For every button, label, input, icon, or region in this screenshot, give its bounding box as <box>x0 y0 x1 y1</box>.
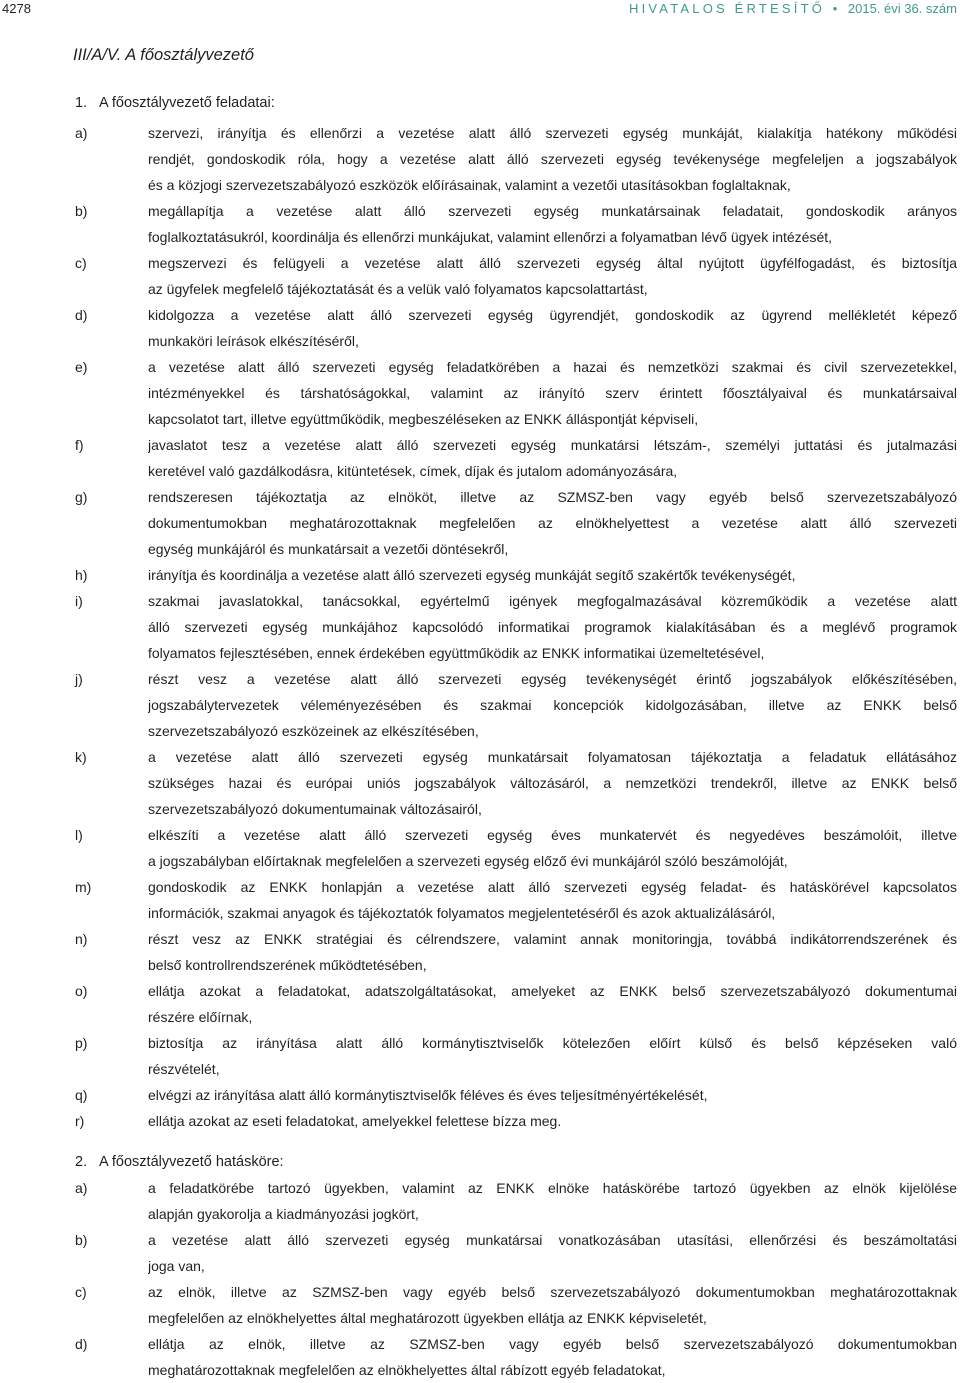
item-text <box>148 1082 957 1108</box>
item-text <box>148 302 957 354</box>
item-text <box>148 926 957 978</box>
text-line: a vezetése alatt álló szervezeti egység munkatársai vonatkozásában utasítási, ellenőrzési és beszámoltatási <box>148 1232 957 1248</box>
text-line: megszervezi és felügyeli a vezetése alatt álló szervezeti egység által nyújtott ügyfélfogadást, és biztosítja <box>148 255 957 271</box>
item-label: k) <box>75 749 87 765</box>
text-line: jogszabálytervezetek véleményezésében és szakmai koncepciók kidolgozásában, illetve az ENKK belső <box>148 697 957 713</box>
section-heading <box>0 1149 960 1175</box>
text-line: kapcsolatot tart, illetve együttműködik, megbeszéléseken az ENKK álláspontját képviseli, <box>148 411 699 427</box>
separator-dot: • <box>832 1 838 16</box>
item-label: f) <box>75 437 84 453</box>
text-line: meghatározottaknak megfelelően az elnökhelyettes által rábízott egyéb feladatokat, <box>148 1362 666 1378</box>
text-line: belső kontrollrendszerének működtetésében, <box>148 957 427 973</box>
item-label: q) <box>75 1087 88 1103</box>
text-line: foglalkoztatásukról, koordinálja és ellenőrzi munkájukat, valamint ellenőrzi a folyamatban lévő ügyek intézését, <box>148 229 833 245</box>
text-line: szakmai javaslatokkal, tanácsokkal, egyértelmű igények megfogalmazásával közreműködik a vezetése alatt <box>148 593 957 609</box>
list-item <box>0 120 960 198</box>
text-line: irányítja és koordinálja a vezetése alatt álló szervezeti egység munkáját segítő szakértők tevékenységét, <box>148 567 796 583</box>
text-line: megállapítja a vezetése alatt álló szervezeti egység munkatársainak feladatait, gondoskodik arányos <box>148 203 957 219</box>
section-heading <box>0 90 960 116</box>
item-label: i) <box>75 593 83 609</box>
text-line: ellátja azokat az eseti feladatokat, amelyekkel felettese bízza meg. <box>148 1113 562 1129</box>
item-label: d) <box>75 307 88 323</box>
text-line: szervezetszabályozó dokumentumainak változásairól, <box>148 801 482 817</box>
publication-info <box>629 0 957 18</box>
text-line: alapján gyakorolja a kiadmányozási jogkört, <box>148 1206 419 1222</box>
item-text <box>148 744 957 822</box>
text-line: kidolgozza a vezetése alatt álló szervezeti egység ügyrendjét, gondoskodik az ügyrend mellékletét képező <box>148 307 957 323</box>
document-section-title: III/A/V. A főosztályvezető <box>73 46 254 64</box>
item-label: a) <box>75 1180 88 1196</box>
text-line: részt vesz a vezetése alatt álló szervezeti egység tevékenységét érintő jogszabályok előkészítésében, <box>148 671 957 687</box>
item-text <box>148 874 957 926</box>
section-1 <box>0 90 960 1134</box>
text-line: megfelelően az elnökhelyettes által meghatározott ügyekben ellátja az ENKK képviseletét, <box>148 1310 707 1326</box>
text-line: részt vesz az ENKK stratégiai és célrendszere, valamint annak monitoringja, továbbá indikátorrendszerének és <box>148 931 957 947</box>
text-line: a vezetése alatt álló szervezeti egység munkatársait folyamatosan tájékoztatja a feladatuk ellátásához <box>148 749 957 765</box>
list-item <box>0 1082 960 1108</box>
text-line: folyamatos fejlesztésében, ennek érdekében együttműködik az ENKK informatikai üzemeltetésével, <box>148 645 765 661</box>
list-item <box>0 874 960 926</box>
item-text <box>148 354 957 432</box>
item-label: c) <box>75 1284 87 1300</box>
item-text <box>148 120 957 198</box>
text-line: ellátja azokat a feladatokat, adatszolgáltatásokat, amelyeket az ENKK belső szervezetszabályozó dokumentumai <box>148 983 957 999</box>
item-text <box>148 666 957 744</box>
text-line: a vezetése alatt álló szervezeti egység feladatkörében a hazai és nemzetközi szakmai és civil szervezetekkel, <box>148 359 957 375</box>
section-2 <box>0 1149 960 1383</box>
item-label: g) <box>75 489 88 505</box>
item-label: b) <box>75 203 88 219</box>
item-text <box>148 1175 957 1227</box>
item-text <box>148 978 957 1030</box>
item-label: e) <box>75 359 88 375</box>
item-text <box>148 1279 957 1331</box>
text-line: elvégzi az irányítása alatt álló kormánytisztviselők féléves és éves teljesítményértékelését, <box>148 1087 708 1103</box>
item-label: b) <box>75 1232 88 1248</box>
text-line: szervezetszabályozó eszközeinek az elkészítésében, <box>148 723 479 739</box>
text-line: álló szervezeti egység munkájához kapcsolódó informatikai programok kialakításában és a meglévő programok <box>148 619 957 635</box>
text-line: keretével való gazdálkodásra, kitüntetések, címek, díjak és jutalom adományozására, <box>148 463 678 479</box>
list-item <box>0 1030 960 1082</box>
list-item <box>0 198 960 250</box>
item-label: r) <box>75 1113 85 1129</box>
section-number: 1. <box>75 95 88 111</box>
text-line: biztosítja az irányítása alatt álló kormánytisztviselők kötelezően előírt külső és belső képzéseken való <box>148 1035 957 1051</box>
item-text <box>148 822 957 874</box>
page-header <box>0 0 960 22</box>
text-line: rendjét, gondoskodik róla, hogy a vezetése alatt álló szervezeti egység tevékenysége megfeleljen a jogszabályok <box>148 151 957 167</box>
text-line: az elnök, illetve az SZMSZ-ben vagy egyéb belső szervezetszabályozó dokumentumokban meghatározottaknak <box>148 1284 957 1300</box>
page-number: 4278 <box>2 1 31 16</box>
item-label: c) <box>75 255 87 271</box>
item-text <box>148 432 957 484</box>
list-item <box>0 926 960 978</box>
list-item <box>0 302 960 354</box>
item-text <box>148 1227 957 1279</box>
publication-name: HIVATALOS ÉRTESÍTŐ <box>629 1 826 16</box>
text-line: részvételét, <box>148 1061 220 1077</box>
item-text <box>148 484 957 562</box>
list-item <box>0 354 960 432</box>
section-heading-text: A főosztályvezető feladatai: <box>99 95 275 111</box>
item-text <box>148 1331 957 1383</box>
list-item <box>0 1227 960 1279</box>
item-label: a) <box>75 125 88 141</box>
list-item <box>0 250 960 302</box>
item-text <box>148 562 957 588</box>
item-text <box>148 1030 957 1082</box>
text-line: információk, szakmai anyagok és tájékoztatók folyamatos megjelentetéséről és azok aktualizálásáról, <box>148 905 776 921</box>
text-line: a jogszabályban előírtaknak megfelelően a szervezeti egység előző évi munkájáról szóló beszámolóját, <box>148 853 788 869</box>
text-line: a feladatkörébe tartozó ügyekben, valamint az ENKK elnöke hatáskörébe tartozó ügyekben az elnök kijelölése <box>148 1180 957 1196</box>
item-label: o) <box>75 983 88 999</box>
item-label: j) <box>75 671 83 687</box>
list-item <box>0 588 960 666</box>
list-item <box>0 1175 960 1227</box>
text-line: javaslatot tesz a vezetése alatt álló szervezeti egység munkatársi létszám-, személyi juttatási és jutalmazási <box>148 437 957 453</box>
list-item <box>0 1108 960 1134</box>
item-text <box>148 250 957 302</box>
text-line: és a közjogi szervezetszabályozó eszközök előírásainak, valamint a vezetői utasításokban foglaltaknak, <box>148 177 791 193</box>
text-line: egység munkájáról és munkatársait a vezetői döntésekről, <box>148 541 509 557</box>
list-item <box>0 666 960 744</box>
issue-number: 2015. évi 36. szám <box>847 1 957 16</box>
text-line: rendszeresen tájékoztatja az elnököt, illetve az SZMSZ-ben vagy egyéb belső szervezetszabályozó <box>148 489 957 505</box>
list-item <box>0 484 960 562</box>
item-label: d) <box>75 1336 88 1352</box>
list-item <box>0 1279 960 1331</box>
list-item <box>0 744 960 822</box>
list-item <box>0 978 960 1030</box>
list-item <box>0 562 960 588</box>
section-heading-text: A főosztályvezető hatásköre: <box>99 1154 284 1170</box>
text-line: munkaköri leírások elkészítéséről, <box>148 333 359 349</box>
text-line: joga van, <box>148 1258 205 1274</box>
section-number: 2. <box>75 1154 88 1170</box>
item-label: h) <box>75 567 88 583</box>
text-line: dokumentumokban meghatározottaknak megfelelően az elnökhelyettest a vezetése alatt álló szervezeti <box>148 515 957 531</box>
list-item <box>0 1331 960 1383</box>
text-line: szükséges hazai és európai uniós jogszabályok változásáról, a nemzetközi trendekről, illetve az ENKK belső <box>148 775 957 791</box>
item-text <box>148 198 957 250</box>
text-line: szervezi, irányítja és ellenőrzi a vezetése alatt álló szervezeti egység munkáját, kialakítja hatékony működési <box>148 125 957 141</box>
item-label: l) <box>75 827 83 843</box>
text-line: gondoskodik az ENKK honlapján a vezetése alatt álló szervezeti egység feladat- és hatáskörével kapcsolatos <box>148 879 957 895</box>
text-line: elkészíti a vezetése alatt álló szervezeti egység éves munkatervét és negyedéves beszámolóit, illetve <box>148 827 957 843</box>
list-item <box>0 822 960 874</box>
item-label: m) <box>75 879 92 895</box>
list-item <box>0 432 960 484</box>
text-line: intézményekkel és társhatóságokkal, valamint az irányító szerv érintett főosztályaival és munkatársaival <box>148 385 957 401</box>
item-label: p) <box>75 1035 88 1051</box>
item-text <box>148 588 957 666</box>
text-line: az ügyfelek megfelelő tájékoztatását és a velük való folyamatos kapcsolattartást, <box>148 281 648 297</box>
text-line: részére előírnak, <box>148 1009 253 1025</box>
item-text <box>148 1108 957 1134</box>
text-line: ellátja az elnök, illetve az SZMSZ-ben vagy egyéb belső szervezetszabályozó dokumentumokban <box>148 1336 957 1352</box>
item-label: n) <box>75 931 88 947</box>
